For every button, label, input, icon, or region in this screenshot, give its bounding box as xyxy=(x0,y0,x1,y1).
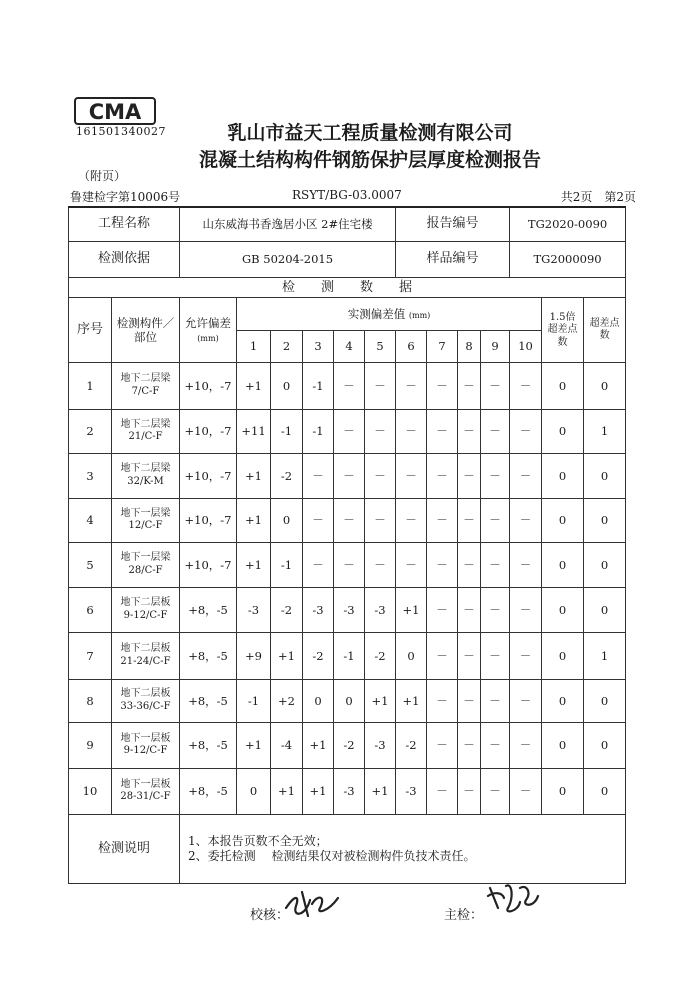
member-axis: 32/K-M xyxy=(127,475,164,487)
row-seq: 6 xyxy=(69,587,112,633)
table-row xyxy=(69,543,626,587)
page-count: 共2页 第2页 xyxy=(560,190,636,204)
row-allow: +8，-5 xyxy=(180,768,237,815)
table-row xyxy=(69,498,626,542)
measure-value: +1 xyxy=(237,723,271,769)
row-over15: 0 xyxy=(542,633,584,680)
measure-value: － xyxy=(458,679,481,722)
member-axis: 33-36/C-F xyxy=(120,700,171,712)
member-name: 地下二层板 xyxy=(120,597,171,609)
appendix-label: （附页） xyxy=(78,169,127,183)
measure-value: +1 xyxy=(303,768,334,815)
measure-value: － xyxy=(481,768,510,815)
row-seq: 3 xyxy=(69,454,112,498)
measure-value: － xyxy=(303,543,334,587)
measure-value: － xyxy=(427,587,458,633)
measure-value: － xyxy=(365,454,396,498)
measure-value: +1 xyxy=(237,454,271,498)
measure-value: +9 xyxy=(237,633,271,680)
form-number: RSYT/BG-03.0007 xyxy=(292,188,402,202)
report-title: 混凝土结构构件钢筋保护层厚度检测报告 xyxy=(198,149,541,171)
measure-value: -2 xyxy=(271,454,303,498)
row-over: 0 xyxy=(584,723,626,769)
member-name: 地下一层梁 xyxy=(120,507,171,519)
row-over15: 0 xyxy=(542,454,584,498)
member-name: 地下二层梁 xyxy=(120,463,171,475)
measure-value: -3 xyxy=(237,587,271,633)
row-over: 0 xyxy=(584,543,626,587)
measure-col-5: 5 xyxy=(365,330,396,362)
measure-value: － xyxy=(427,409,458,453)
measure-value: -2 xyxy=(271,587,303,633)
measure-col-1: 1 xyxy=(237,330,271,362)
sample-no-label: 样品编号 xyxy=(396,241,510,277)
row-member xyxy=(112,679,180,722)
measure-value: -1 xyxy=(334,633,365,680)
measure-value: － xyxy=(396,498,427,542)
row-seq: 5 xyxy=(69,543,112,587)
row-over: 0 xyxy=(584,587,626,633)
measure-value: － xyxy=(427,768,458,815)
table-row xyxy=(69,587,626,633)
approver-signature xyxy=(484,878,542,918)
measure-value: － xyxy=(427,679,458,722)
table-row xyxy=(69,768,626,815)
measure-value: － xyxy=(458,543,481,587)
measure-col-3: 3 xyxy=(303,330,334,362)
measure-value: － xyxy=(510,633,542,680)
measure-value: － xyxy=(481,587,510,633)
measure-value: － xyxy=(458,409,481,453)
table-row xyxy=(69,723,626,769)
row-member xyxy=(112,409,180,453)
section-title: 检 测 数 据 xyxy=(69,278,626,298)
measure-col-7: 7 xyxy=(427,330,458,362)
measure-value: － xyxy=(334,543,365,587)
row-over15: 0 xyxy=(542,768,584,815)
measure-value: － xyxy=(510,723,542,769)
measure-value: － xyxy=(334,454,365,498)
table-row xyxy=(69,679,626,722)
table-row xyxy=(69,409,626,453)
project-row xyxy=(69,207,626,241)
measure-value: － xyxy=(481,679,510,722)
measure-value: +1 xyxy=(271,633,303,680)
measure-value: -3 xyxy=(365,723,396,769)
row-allow: +10，-7 xyxy=(180,454,237,498)
member-axis: 21-24/C-F xyxy=(120,655,171,667)
row-allow: +8，-5 xyxy=(180,587,237,633)
measure-value: － xyxy=(427,363,458,410)
measure-value: +1 xyxy=(303,723,334,769)
col-over: 超差点数 xyxy=(584,298,626,363)
measure-value: +11 xyxy=(237,409,271,453)
row-member xyxy=(112,363,180,410)
measure-value: － xyxy=(481,454,510,498)
row-allow: +8，-5 xyxy=(180,679,237,722)
reviewer-signature xyxy=(282,886,342,920)
member-name: 地下二层梁 xyxy=(120,373,171,385)
measure-value: － xyxy=(481,498,510,542)
measure-value: － xyxy=(481,723,510,769)
measure-value: +1 xyxy=(396,587,427,633)
row-member xyxy=(112,587,180,633)
measure-value: +1 xyxy=(365,768,396,815)
measure-value: － xyxy=(427,543,458,587)
measure-col-4: 4 xyxy=(334,330,365,362)
col-measured-unit: (mm) xyxy=(408,310,431,320)
measure-value: +1 xyxy=(396,679,427,722)
measure-value: -3 xyxy=(365,587,396,633)
row-allow: +10，-7 xyxy=(180,409,237,453)
member-axis: 21/C-F xyxy=(128,431,163,443)
table-row xyxy=(69,633,626,680)
explain-line-1: 1、本报告页数不全无效； xyxy=(188,834,328,849)
section-title-row xyxy=(69,278,626,298)
measure-value: － xyxy=(481,363,510,410)
measure-value: － xyxy=(427,723,458,769)
measure-value: － xyxy=(365,498,396,542)
col-measured-label: 实测偏差值 xyxy=(347,306,406,321)
row-member xyxy=(112,454,180,498)
row-member xyxy=(112,498,180,542)
measure-value: － xyxy=(510,498,542,542)
measure-col-10: 10 xyxy=(510,330,542,362)
col-measured xyxy=(237,298,542,330)
measure-col-9: 9 xyxy=(481,330,510,362)
member-axis: 7/C-F xyxy=(131,385,160,397)
explain-label: 检测说明 xyxy=(69,815,180,884)
col-allow-label: 允许偏差 xyxy=(185,315,232,330)
measure-value: -3 xyxy=(396,768,427,815)
row-over15: 0 xyxy=(542,587,584,633)
measure-value: -2 xyxy=(396,723,427,769)
explain-content xyxy=(180,815,626,884)
measure-value: -3 xyxy=(334,587,365,633)
col-member: 检测构件／部位 xyxy=(112,298,180,363)
row-over15: 0 xyxy=(542,723,584,769)
measure-value: － xyxy=(510,587,542,633)
company-name: 乳山市益天工程质量检测有限公司 xyxy=(227,122,513,144)
member-axis: 9-12/C-F xyxy=(123,745,168,757)
measure-value: － xyxy=(365,363,396,410)
row-member xyxy=(112,543,180,587)
measure-value: -3 xyxy=(303,587,334,633)
member-name: 地下二层梁 xyxy=(120,418,171,430)
col-seq: 序号 xyxy=(69,298,112,363)
measure-value: － xyxy=(458,363,481,410)
measure-value: － xyxy=(458,498,481,542)
measure-value: － xyxy=(396,409,427,453)
report-no-value: TG2020-0090 xyxy=(510,207,626,241)
row-allow: +8，-5 xyxy=(180,723,237,769)
measure-value: － xyxy=(510,543,542,587)
measure-value: － xyxy=(427,498,458,542)
member-name: 地下一层板 xyxy=(120,778,171,790)
measure-value: － xyxy=(481,543,510,587)
measure-value: － xyxy=(481,633,510,680)
row-seq: 9 xyxy=(69,723,112,769)
measure-value: -1 xyxy=(271,409,303,453)
measure-value: － xyxy=(510,768,542,815)
project-label: 工程名称 xyxy=(69,207,180,241)
row-over: 1 xyxy=(584,633,626,680)
row-over15: 0 xyxy=(542,409,584,453)
row-over: 0 xyxy=(584,363,626,410)
table-row xyxy=(69,363,626,410)
row-seq: 4 xyxy=(69,498,112,542)
measure-value: -1 xyxy=(303,409,334,453)
col-allow-unit: (mm) xyxy=(197,334,219,344)
basis-value: GB 50204-2015 xyxy=(180,241,396,277)
measure-value: － xyxy=(510,454,542,498)
logo-text: CMA xyxy=(88,100,142,124)
sample-no-value: TG2000090 xyxy=(510,241,626,277)
measure-value: － xyxy=(427,454,458,498)
measure-value: +1 xyxy=(365,679,396,722)
row-seq: 1 xyxy=(69,363,112,410)
member-name: 地下二层板 xyxy=(120,643,171,655)
member-axis: 28/C-F xyxy=(128,564,163,576)
basis-row xyxy=(69,241,626,277)
measure-value: － xyxy=(396,454,427,498)
measure-value: +2 xyxy=(271,679,303,722)
measure-value: +1 xyxy=(237,498,271,542)
row-over: 0 xyxy=(584,454,626,498)
measure-value: 0 xyxy=(237,768,271,815)
measure-value: 0 xyxy=(271,498,303,542)
col-over15: 1.5倍超差点数 xyxy=(542,298,584,363)
data-rows xyxy=(69,363,626,815)
measure-value: -1 xyxy=(271,543,303,587)
measure-value: -2 xyxy=(303,633,334,680)
col-header-row-1 xyxy=(69,298,626,330)
measure-value: － xyxy=(481,409,510,453)
row-over: 0 xyxy=(584,768,626,815)
report-table xyxy=(68,206,626,884)
measure-value: － xyxy=(458,454,481,498)
member-axis: 12/C-F xyxy=(128,520,163,532)
cert-number: 161501340027 xyxy=(76,125,166,138)
measure-value: － xyxy=(510,363,542,410)
explain-line-2: 2、委托检测 检测结果仅对被检测构件负技术责任。 xyxy=(188,849,476,864)
row-over: 0 xyxy=(584,679,626,722)
table-row xyxy=(69,454,626,498)
row-over15: 0 xyxy=(542,498,584,542)
measure-value: － xyxy=(427,633,458,680)
measure-col-8: 8 xyxy=(458,330,481,362)
measure-value: -3 xyxy=(334,768,365,815)
row-seq: 7 xyxy=(69,633,112,680)
measure-value: -1 xyxy=(303,363,334,410)
row-allow: +10，-7 xyxy=(180,363,237,410)
row-seq: 2 xyxy=(69,409,112,453)
measure-value: － xyxy=(510,679,542,722)
measure-value: － xyxy=(365,543,396,587)
measure-value: － xyxy=(334,363,365,410)
member-axis: 9-12/C-F xyxy=(123,609,168,621)
meta-row xyxy=(70,188,636,204)
report-no-label: 报告编号 xyxy=(396,207,510,241)
measure-value: -1 xyxy=(237,679,271,722)
approver-label: 主检： xyxy=(444,908,484,923)
measure-value: － xyxy=(396,363,427,410)
measure-col-2: 2 xyxy=(271,330,303,362)
member-name: 地下一层梁 xyxy=(120,552,171,564)
project-value: 山东威海书香逸居小区 2#住宅楼 xyxy=(180,207,396,241)
row-over: 0 xyxy=(584,498,626,542)
row-over15: 0 xyxy=(542,543,584,587)
measure-value: － xyxy=(334,409,365,453)
measure-value: -4 xyxy=(271,723,303,769)
measure-value: 0 xyxy=(334,679,365,722)
basis-label: 检测依据 xyxy=(69,241,180,277)
row-member xyxy=(112,633,180,680)
measure-col-6: 6 xyxy=(396,330,427,362)
measure-value: － xyxy=(510,409,542,453)
measure-value: -2 xyxy=(365,633,396,680)
row-allow: +8，-5 xyxy=(180,633,237,680)
measure-value: － xyxy=(334,498,365,542)
row-seq: 8 xyxy=(69,679,112,722)
measure-value: 0 xyxy=(271,363,303,410)
measure-value: +1 xyxy=(271,768,303,815)
doc-number: 鲁建检字第10006号 xyxy=(70,190,181,204)
explain-row xyxy=(69,815,626,884)
member-name: 地下二层板 xyxy=(120,688,171,700)
row-over15: 0 xyxy=(542,679,584,722)
row-allow: +10，-7 xyxy=(180,543,237,587)
member-axis: 28-31/C-F xyxy=(120,791,171,803)
row-member xyxy=(112,723,180,769)
measure-value: － xyxy=(303,498,334,542)
measure-value: +1 xyxy=(237,543,271,587)
measure-value: 0 xyxy=(303,679,334,722)
measure-value: － xyxy=(303,454,334,498)
measure-value: － xyxy=(458,723,481,769)
measure-value: － xyxy=(365,409,396,453)
measure-value: － xyxy=(458,633,481,680)
measure-value: 0 xyxy=(396,633,427,680)
col-allow xyxy=(180,298,237,363)
row-member xyxy=(112,768,180,815)
measure-value: － xyxy=(458,768,481,815)
row-allow: +10，-7 xyxy=(180,498,237,542)
reviewer-label: 校核： xyxy=(250,908,290,923)
member-name: 地下一层板 xyxy=(120,732,171,744)
measure-value: +1 xyxy=(237,363,271,410)
measure-value: － xyxy=(458,587,481,633)
row-seq: 10 xyxy=(69,768,112,815)
measure-value: -2 xyxy=(334,723,365,769)
row-over: 1 xyxy=(584,409,626,453)
row-over15: 0 xyxy=(542,363,584,410)
measure-value: － xyxy=(396,543,427,587)
